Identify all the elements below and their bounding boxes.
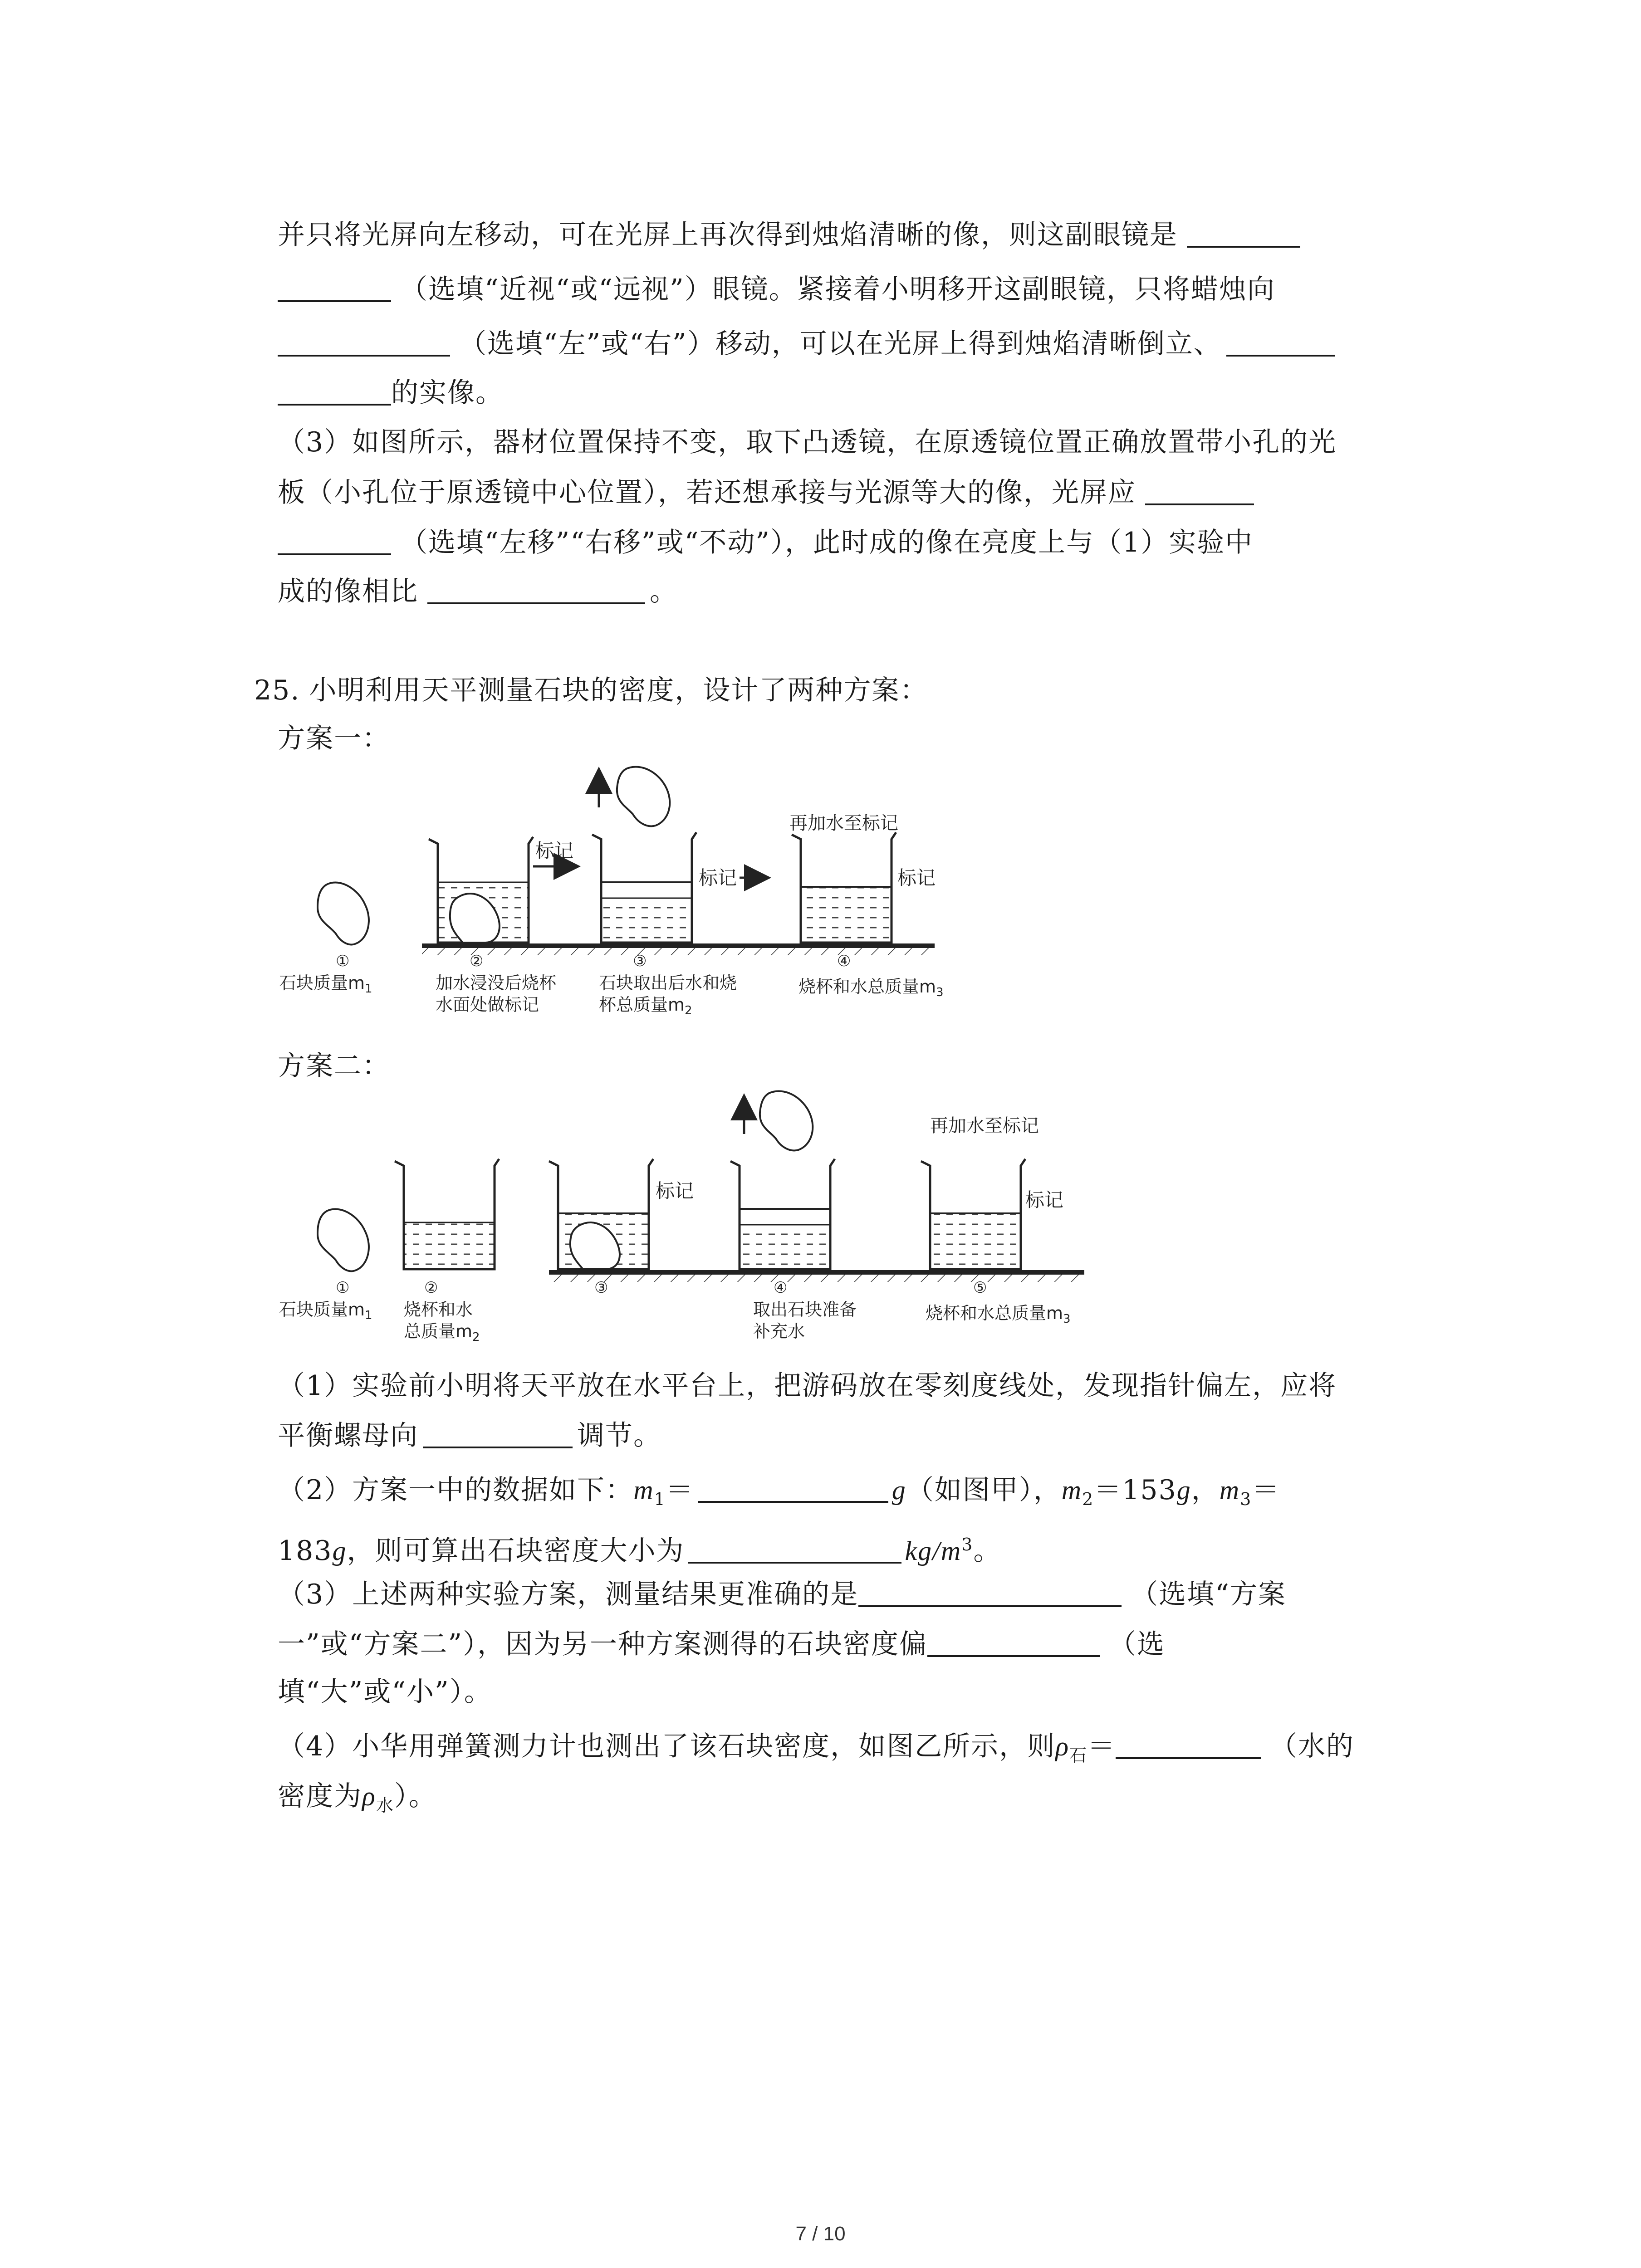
q25-part-2-line-b: [278, 1522, 1001, 1574]
beaker-2: [429, 837, 533, 943]
answer-blank-1[interactable]: [1187, 219, 1300, 248]
q25-part-4-line-a: [278, 1724, 1354, 1778]
var-m2-sub: 2: [1082, 1489, 1094, 1509]
step-number: ④: [774, 1279, 788, 1297]
q24-line-5: [278, 420, 1337, 465]
comma: ，: [1191, 1474, 1220, 1506]
q24-line-6: [278, 470, 1254, 515]
q25-part-3-line-c: [278, 1669, 492, 1715]
q25-part-2-text-b: ，则可算出石块密度大小为: [347, 1535, 685, 1567]
beaker-2: [395, 1159, 499, 1269]
var-m1-sub: 1: [654, 1489, 666, 1509]
unit-g: g: [1176, 1475, 1191, 1505]
q24-text-6: 板（小孔位于原透镜中心位置），若还想承接与光源等大的像，光屏应: [278, 477, 1136, 508]
caption-step-4: 取出石块准备: [753, 1300, 857, 1320]
answer-blank-9[interactable]: [858, 1578, 1122, 1607]
step-number: ②: [424, 1279, 438, 1297]
unit-sup: 3: [961, 1535, 974, 1554]
q24-text-3: （选填“左”或“右”）移动，可以在光屏上得到烛焰清晰倒立、: [459, 328, 1222, 360]
q24-line-7: [278, 520, 1253, 565]
q24-text-2: （选填“近视“或“远视”）眼镜。紧接着小明移开这副眼镜，只将蜡烛向: [400, 274, 1275, 305]
question-number: 25.: [254, 675, 300, 706]
q25-intro: 小明利用天平测量石块的密度，设计了两种方案：: [309, 675, 928, 706]
equals-sign: ＝: [1087, 1730, 1116, 1762]
answer-blank-3-cont[interactable]: [278, 376, 391, 406]
q25-part-1-line-a: [278, 1363, 1337, 1408]
q25-part-1-text: （1）实验前小明将天平放在水平台上，把游码放在零刻度线处，发现指针偏左，应将: [278, 1370, 1337, 1402]
q24-line-1: [278, 212, 1300, 258]
q25-part-3-text-b: 一”或“方案二”），因为另一种方案测得的石块密度偏: [278, 1628, 928, 1660]
caption-step-1: 石块质量$m_1$: [279, 973, 372, 996]
var-m2: m: [1061, 1475, 1083, 1505]
table-hatch: [549, 1275, 1084, 1282]
q24-text-7: （选填“左移”“右移”或“不动”），此时成的像在亮度上与（1）实验中: [400, 527, 1254, 558]
var-m1: m: [633, 1475, 654, 1505]
caption-step-4: 烧杯和水总质量$m_3$: [798, 977, 944, 999]
caption-step-2: 加水浸没后烧杯: [436, 973, 557, 993]
refill-label: 再加水至标记: [789, 813, 898, 834]
mark-label: 标记: [1025, 1189, 1064, 1211]
q25-part-2-text: （2）方案一中的数据如下：: [278, 1474, 634, 1506]
table-hatch: [422, 948, 935, 955]
q25-part-4-text: （4）小华用弹簧测力计也测出了该石块密度，如图乙所示，则: [278, 1730, 1056, 1762]
caption-step-4b: 补充水: [753, 1321, 805, 1341]
var-rho-sub: 石: [1069, 1745, 1088, 1765]
m3-value: 183: [278, 1535, 333, 1567]
q24-text-8-end: 。: [650, 576, 678, 607]
answer-blank-11[interactable]: [1116, 1730, 1261, 1759]
table-surface: [549, 1270, 1084, 1275]
q25-part-4-text-b: 密度为: [278, 1780, 362, 1812]
q24-text-4: 的实像。: [391, 377, 504, 409]
beaker-4: [730, 1159, 835, 1269]
step-number: ②: [470, 952, 484, 970]
q24-text-8: 成的像相比: [278, 576, 418, 607]
caption-step-2b: 水面处做标记: [436, 995, 539, 1015]
q24-line-8: [278, 569, 678, 614]
caption-step-1: 石块质量$m_1$: [279, 1300, 372, 1322]
var-rho: ρ: [1055, 1731, 1069, 1761]
q25-part-1-text-c: 调节。: [577, 1420, 661, 1452]
q24-line-4: [278, 370, 504, 415]
q25-part-2-line-a: [278, 1467, 1280, 1522]
answer-blank-6[interactable]: [423, 1419, 573, 1448]
var-m3: m: [1219, 1475, 1240, 1505]
var-rho-water-sub: 水: [376, 1795, 394, 1815]
beaker-3: [549, 1159, 653, 1269]
q25-part-3-text-c: 填“大”或“小”）。: [278, 1676, 492, 1708]
stone-icon: [617, 767, 670, 826]
mark-label: 标记: [535, 840, 574, 862]
answer-blank-5[interactable]: [427, 575, 645, 604]
mark-label: 标记: [897, 867, 936, 889]
unit-g: g: [332, 1536, 347, 1566]
q24-line-3: [278, 321, 1335, 367]
m2-value: ＝153: [1094, 1474, 1177, 1506]
q25-part-3-text-b-end: （选: [1109, 1628, 1166, 1660]
answer-blank-7[interactable]: [698, 1474, 888, 1503]
equals-sign: ＝: [1252, 1474, 1280, 1506]
q25-part-4-line-b: [278, 1774, 437, 1828]
answer-blank-10[interactable]: [927, 1628, 1100, 1657]
beaker-5: [921, 1159, 1025, 1269]
unit-density: kg/m: [905, 1536, 962, 1566]
unit-g: g: [892, 1475, 906, 1505]
q25-part-3-line-b: [278, 1622, 1165, 1667]
q25-part-3-line-a: [278, 1572, 1286, 1617]
stone-icon: [318, 1209, 369, 1271]
period: 。: [973, 1535, 1002, 1567]
q24-text-1: 并只将光屏向左移动，可在光屏上再次得到烛焰清晰的像，则这副眼镜是: [278, 219, 1178, 251]
mark-label: 标记: [656, 1180, 694, 1202]
q25-part-3-text: （3）上述两种实验方案，测量结果更准确的是: [278, 1579, 859, 1610]
answer-blank-8[interactable]: [688, 1535, 901, 1564]
stone-icon: [760, 1091, 813, 1151]
fig-ref: （如图甲），: [906, 1474, 1062, 1506]
equals-sign: ＝: [666, 1474, 694, 1506]
answer-blank-1-cont[interactable]: [278, 273, 391, 302]
beaker-3: [592, 832, 696, 943]
page-number: 7 / 10: [795, 2223, 846, 2245]
plan-two-figure: [272, 1080, 1125, 1370]
answer-blank-4-cont[interactable]: [278, 526, 391, 555]
step-number: ⑤: [973, 1279, 987, 1297]
caption-step-2b: 总质量$m_2$: [404, 1321, 480, 1344]
q25-part-1-line-b: [278, 1413, 661, 1458]
step-number: ①: [336, 1279, 350, 1297]
mark-label: 标记: [699, 867, 737, 889]
step-number: ④: [837, 952, 851, 970]
answer-blank-3[interactable]: [1226, 327, 1335, 357]
beaker-4: [792, 832, 896, 943]
answer-blank-4[interactable]: [1145, 476, 1254, 505]
plan-two-title-text: 方案二：: [278, 1050, 390, 1082]
refill-label: 再加水至标记: [930, 1115, 1039, 1136]
var-rho-water: ρ: [362, 1781, 376, 1811]
answer-blank-2[interactable]: [278, 327, 450, 357]
q25-part-1-text-b: 平衡螺母向: [278, 1420, 418, 1452]
caption-step-3b: 杯总质量$m_2$: [599, 995, 692, 1017]
q25-part-4-text-end: （水的: [1270, 1730, 1355, 1762]
step-number: ①: [336, 952, 350, 970]
step-number: ③: [633, 952, 647, 970]
q25-part-4-text-b-end: ）。: [394, 1780, 437, 1812]
plan-one-title-text: 方案一：: [278, 723, 390, 754]
table-surface: [422, 943, 935, 948]
plan-one-figure: [272, 753, 1034, 1043]
q25-intro-line: [254, 668, 928, 713]
var-m3-sub: 3: [1240, 1489, 1252, 1509]
step-number: ③: [594, 1279, 608, 1297]
caption-step-3: 石块取出后水和烧: [599, 973, 737, 993]
q24-line-2: [278, 267, 1275, 312]
q25-part-3-text-end: （选填“方案: [1131, 1579, 1286, 1610]
stone-icon: [318, 883, 369, 945]
caption-step-2: 烧杯和水: [404, 1300, 473, 1320]
caption-step-5: 烧杯和水总质量$m_3$: [926, 1303, 1071, 1326]
q24-text-5: （3）如图所示，器材位置保持不变，取下凸透镜，在原透镜位置正确放置带小孔的光: [278, 426, 1337, 458]
